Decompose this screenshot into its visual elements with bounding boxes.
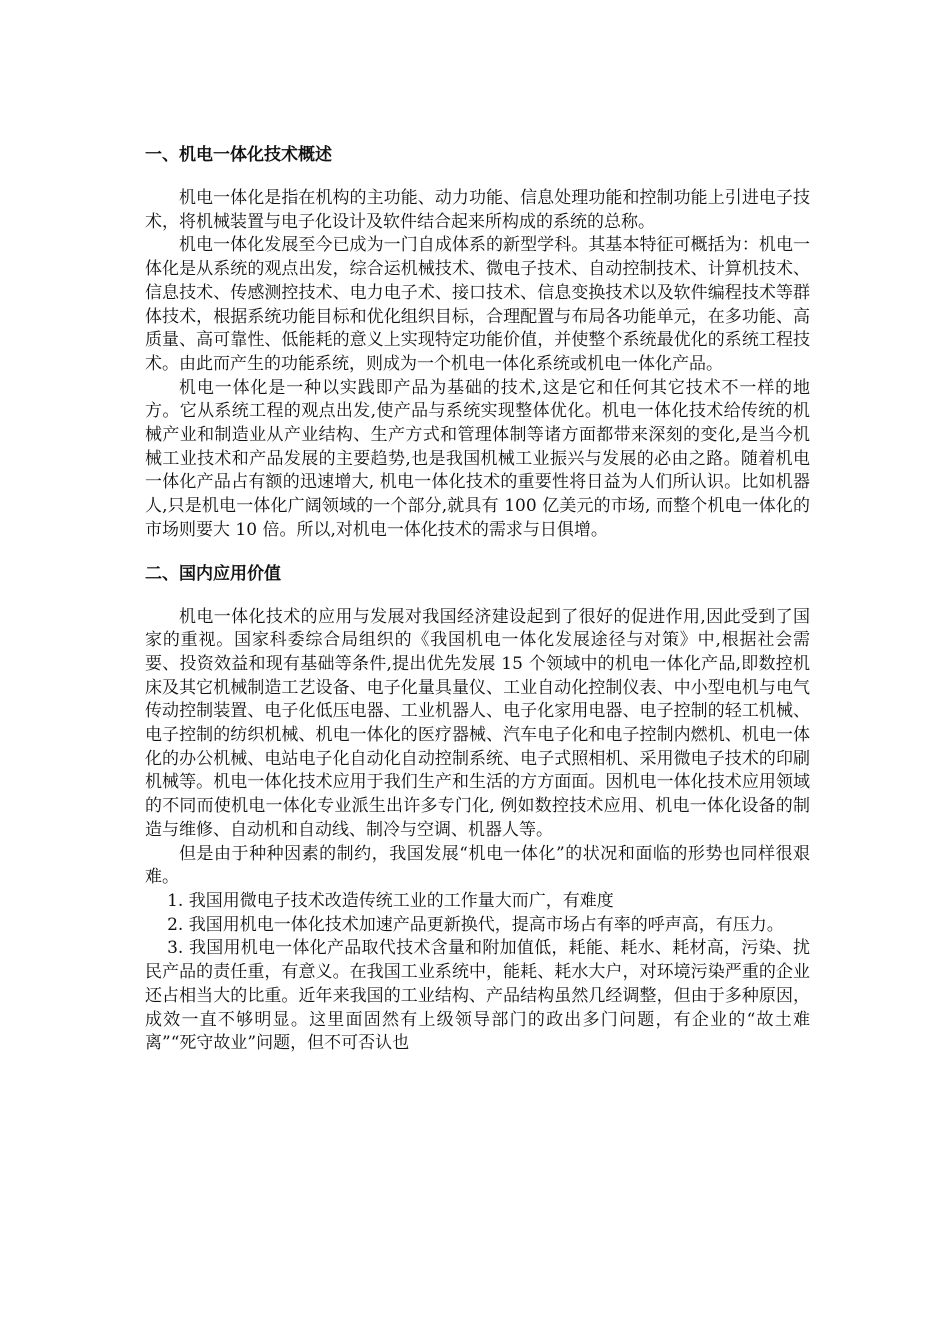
section-title-domestic-value: 二、国内应用价值: [145, 563, 281, 584]
document-page: [145, 143, 810, 1056]
paragraph: 机电一体化是指在机构的主功能、动力功能、信息处理功能和控制功能上引进电子技术，将机械装置与电子化设计及软件结合起来所构成的系统的总称。: [145, 188, 810, 232]
paragraph: 机电一体化发展至今已成为一门自成体系的新型学科。其基本特征可概括为：机电一体化是从系统的观点出发，综合运机械技术、微电子技术、自动控制技术、计算机技术、信息技术、传感测控技术、电力电子术、接口技术、信息变换技术以及软件编程技术等群体技术，根据系统功能目标和优化组织目标，合理配置与布局各功能单元，在多功能、高质量、高可靠性、低能耗的意义上实现特定功能价值，并使整个系统最优化的系统工程技术。由此而产生的功能系统，则成为一个机电一体化系统或机电一体化产品。: [145, 235, 810, 374]
paragraph: 但是由于种种因素的制约，我国发展“机电一体化”的状况和面临的形势也同样很艰难。: [145, 843, 810, 888]
list-item: 3. 我国用机电一体化产品取代技术含量和附加值低，耗能、耗水、耗材高，污染、扰民产品的责任重，有意义。在我国工业系统中，能耗、耗水大户，对环境污染严重的企业还占相当大的比重。近年来我国的工业结构、产品结构虽然几经调整，但由于多种原因，成效一直不够明显。这里面固然有上级领导部门的政出多门问题，有企业的“故土难离”“死守故业”问题，但不可否认也: [145, 938, 810, 1054]
section-title-overview: 一、机电一体化技术概述: [145, 145, 332, 165]
list-item: 1. 我国用微电子技术改造传统工业的工作量大而广，有难度: [167, 890, 614, 911]
paragraph: 机电一体化是一种以实践即产品为基础的技术,这是它和任何其它技术不一样的地方。它从系统工程的观点出发,使产品与系统实现整体优化。机电一体化技术给传统的机械产业和制造业从产业结构、生产方式和管理体制等诸方面都带来深刻的变化,是当今机械工业技术和产品发展的主要趋势,也是我国机械工业振兴与发展的必由之路。随着机电一体化产品占有额的迅速增大, 机电一体化技术的重要性将日益为人们所认识。比如机器人,只是机电一体化广阔领域的一个部分,就具有 100 亿美元的市场, 而整个机电一体化的市场则要大 10 倍。所以,对机电一体化技术的需求与日俱增。: [145, 377, 810, 540]
paragraph: 机电一体化技术的应用与发展对我国经济建设起到了很好的促进作用,因此受到了国家的重视。国家科委综合局组织的《我国机电一体化发展途径与对策》中,根据社会需要、投资效益和现有基础等条件,提出优先发展 15 个领域中的机电一体化产品,即数控机床及其它机械制造工艺设备、电子化量具量仪、工业自动化控制仪表、中小型电机与电气传动控制装置、电子化低压电器、工业机器人、电子化家用电器、电子控制的轻工机械、电子控制的纺织机械、机电一体化的医疗器械、汽车电子化和电子控制内燃机、机电一体化的办公机械、电站电子化自动化自动控制系统、电子式照相机、采用微电子技术的印刷机械等。机电一体化技术应用于我们生产和生活的方方面面。因机电一体化技术应用领域的不同而使机电一体化专业派生出许多专门化, 例如数控技术应用、机电一体化设备的制造与维修、自动机和自动线、制冷与空调、机器人等。: [145, 606, 810, 840]
list-item: 2. 我国用机电一体化技术加速产品更新换代，提高市场占有率的呼声高，有压力。: [167, 914, 784, 935]
